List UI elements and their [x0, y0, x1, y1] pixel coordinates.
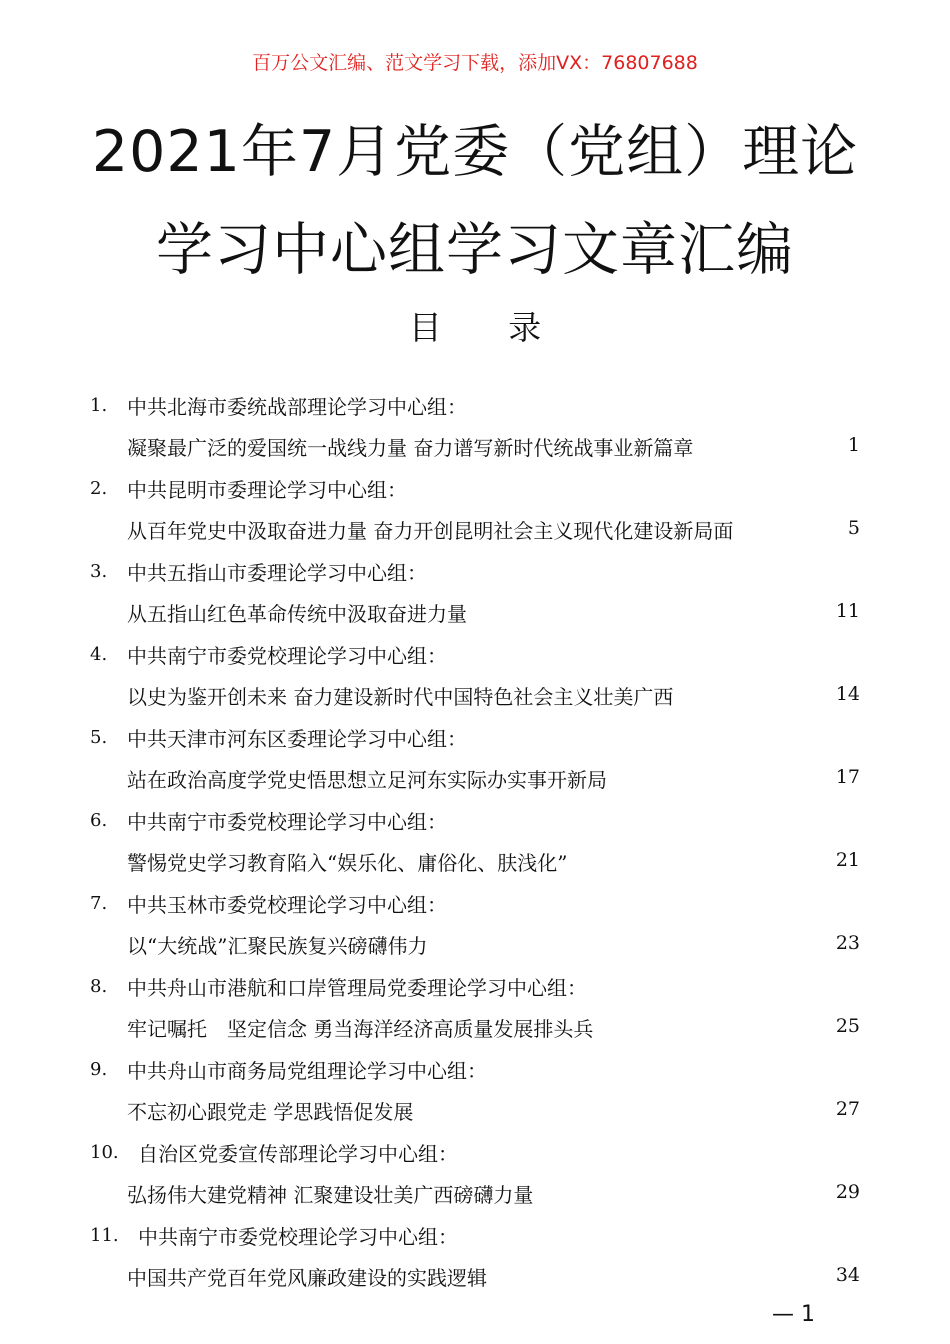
entry-title: 从五指山红色革命传统中汲取奋进力量	[127, 602, 467, 626]
entry-page-number: 14	[835, 683, 860, 705]
entry-page-number: 29	[835, 1181, 860, 1203]
entry-organization: 中共南宁市委党校理论学习中心组：	[127, 810, 447, 834]
toc-entry	[0, 1049, 950, 1132]
entry-page-number: 17	[835, 766, 860, 788]
entry-title: 站在政治高度学党史悟思想立足河东实际办实事开新局	[127, 768, 607, 792]
entry-page-number: 25	[835, 1015, 860, 1037]
entry-organization: 自治区党委宣传部理论学习中心组：	[138, 1142, 458, 1166]
entry-number: 2.	[90, 478, 108, 499]
entry-organization: 中共南宁市委党校理论学习中心组：	[138, 1225, 458, 1249]
entry-organization: 中共昆明市委理论学习中心组：	[127, 478, 407, 502]
download-banner: 百万公文汇编、范文学习下载，添加VX：76807688	[252, 52, 698, 74]
entry-page-number: 23	[835, 932, 860, 954]
toc-entry	[0, 385, 950, 468]
entry-title: 牢记嘱托 坚定信念 勇当海洋经济高质量发展排头兵	[127, 1017, 594, 1041]
toc-entry	[0, 468, 950, 551]
entry-number: 1.	[90, 395, 108, 416]
toc-entry	[0, 1215, 950, 1298]
entry-title: 不忘初心跟党走 学思践悟促发展	[127, 1100, 414, 1124]
entry-number: 10.	[90, 1142, 119, 1163]
entry-number: 5.	[90, 727, 108, 748]
entry-page-number: 34	[835, 1264, 860, 1286]
entry-number: 11.	[90, 1225, 119, 1246]
toc-entry	[0, 966, 950, 1049]
toc-entry	[0, 800, 950, 883]
entry-organization: 中共舟山市港航和口岸管理局党委理论学习中心组：	[127, 976, 587, 1000]
toc-entry	[0, 551, 950, 634]
entry-page-number: 5	[847, 517, 860, 539]
entry-title: 中国共产党百年党风廉政建设的实践逻辑	[127, 1266, 487, 1290]
entry-title: 以史为鉴开创未来 奋力建设新时代中国特色社会主义壮美广西	[127, 685, 674, 709]
toc-entry	[0, 717, 950, 800]
entry-page-number: 1	[847, 434, 860, 456]
entry-title: 以“大统战”汇聚民族复兴磅礴伟力	[127, 934, 428, 958]
entry-page-number: 21	[835, 849, 860, 871]
entry-number: 9.	[90, 1059, 108, 1080]
entry-number: 7.	[90, 893, 108, 914]
toc-entry	[0, 883, 950, 966]
entry-number: 8.	[90, 976, 108, 997]
entry-number: 6.	[90, 810, 108, 831]
entry-number: 4.	[90, 644, 108, 665]
table-of-contents	[0, 385, 950, 1298]
entry-organization: 中共南宁市委党校理论学习中心组：	[127, 644, 447, 668]
entry-organization: 中共北海市委统战部理论学习中心组：	[127, 395, 467, 419]
page-number-footer: — 1	[772, 1302, 815, 1327]
entry-title: 凝聚最广泛的爱国统一战线力量 奋力谱写新时代统战事业新篇章	[127, 436, 694, 460]
document-title-line-2: 学习中心组学习文章汇编	[156, 217, 794, 283]
entry-organization: 中共天津市河东区委理论学习中心组：	[127, 727, 467, 751]
entry-organization: 中共五指山市委理论学习中心组：	[127, 561, 427, 585]
entry-title: 从百年党史中汲取奋进力量 奋力开创昆明社会主义现代化建设新局面	[127, 519, 734, 543]
toc-heading: 目 录	[408, 308, 570, 347]
entry-page-number: 11	[835, 600, 860, 622]
toc-entry	[0, 634, 950, 717]
entry-title: 警惕党史学习教育陷入“娱乐化、庸俗化、肤浅化”	[127, 851, 568, 875]
entry-organization: 中共玉林市委党校理论学习中心组：	[127, 893, 447, 917]
entry-title: 弘扬伟大建党精神 汇聚建设壮美广西磅礴力量	[127, 1183, 534, 1207]
entry-organization: 中共舟山市商务局党组理论学习中心组：	[127, 1059, 487, 1083]
entry-page-number: 27	[835, 1098, 860, 1120]
entry-number: 3.	[90, 561, 108, 582]
document-title-line-1: 2021年7月党委（党组）理论	[91, 119, 859, 185]
toc-entry	[0, 1132, 950, 1215]
